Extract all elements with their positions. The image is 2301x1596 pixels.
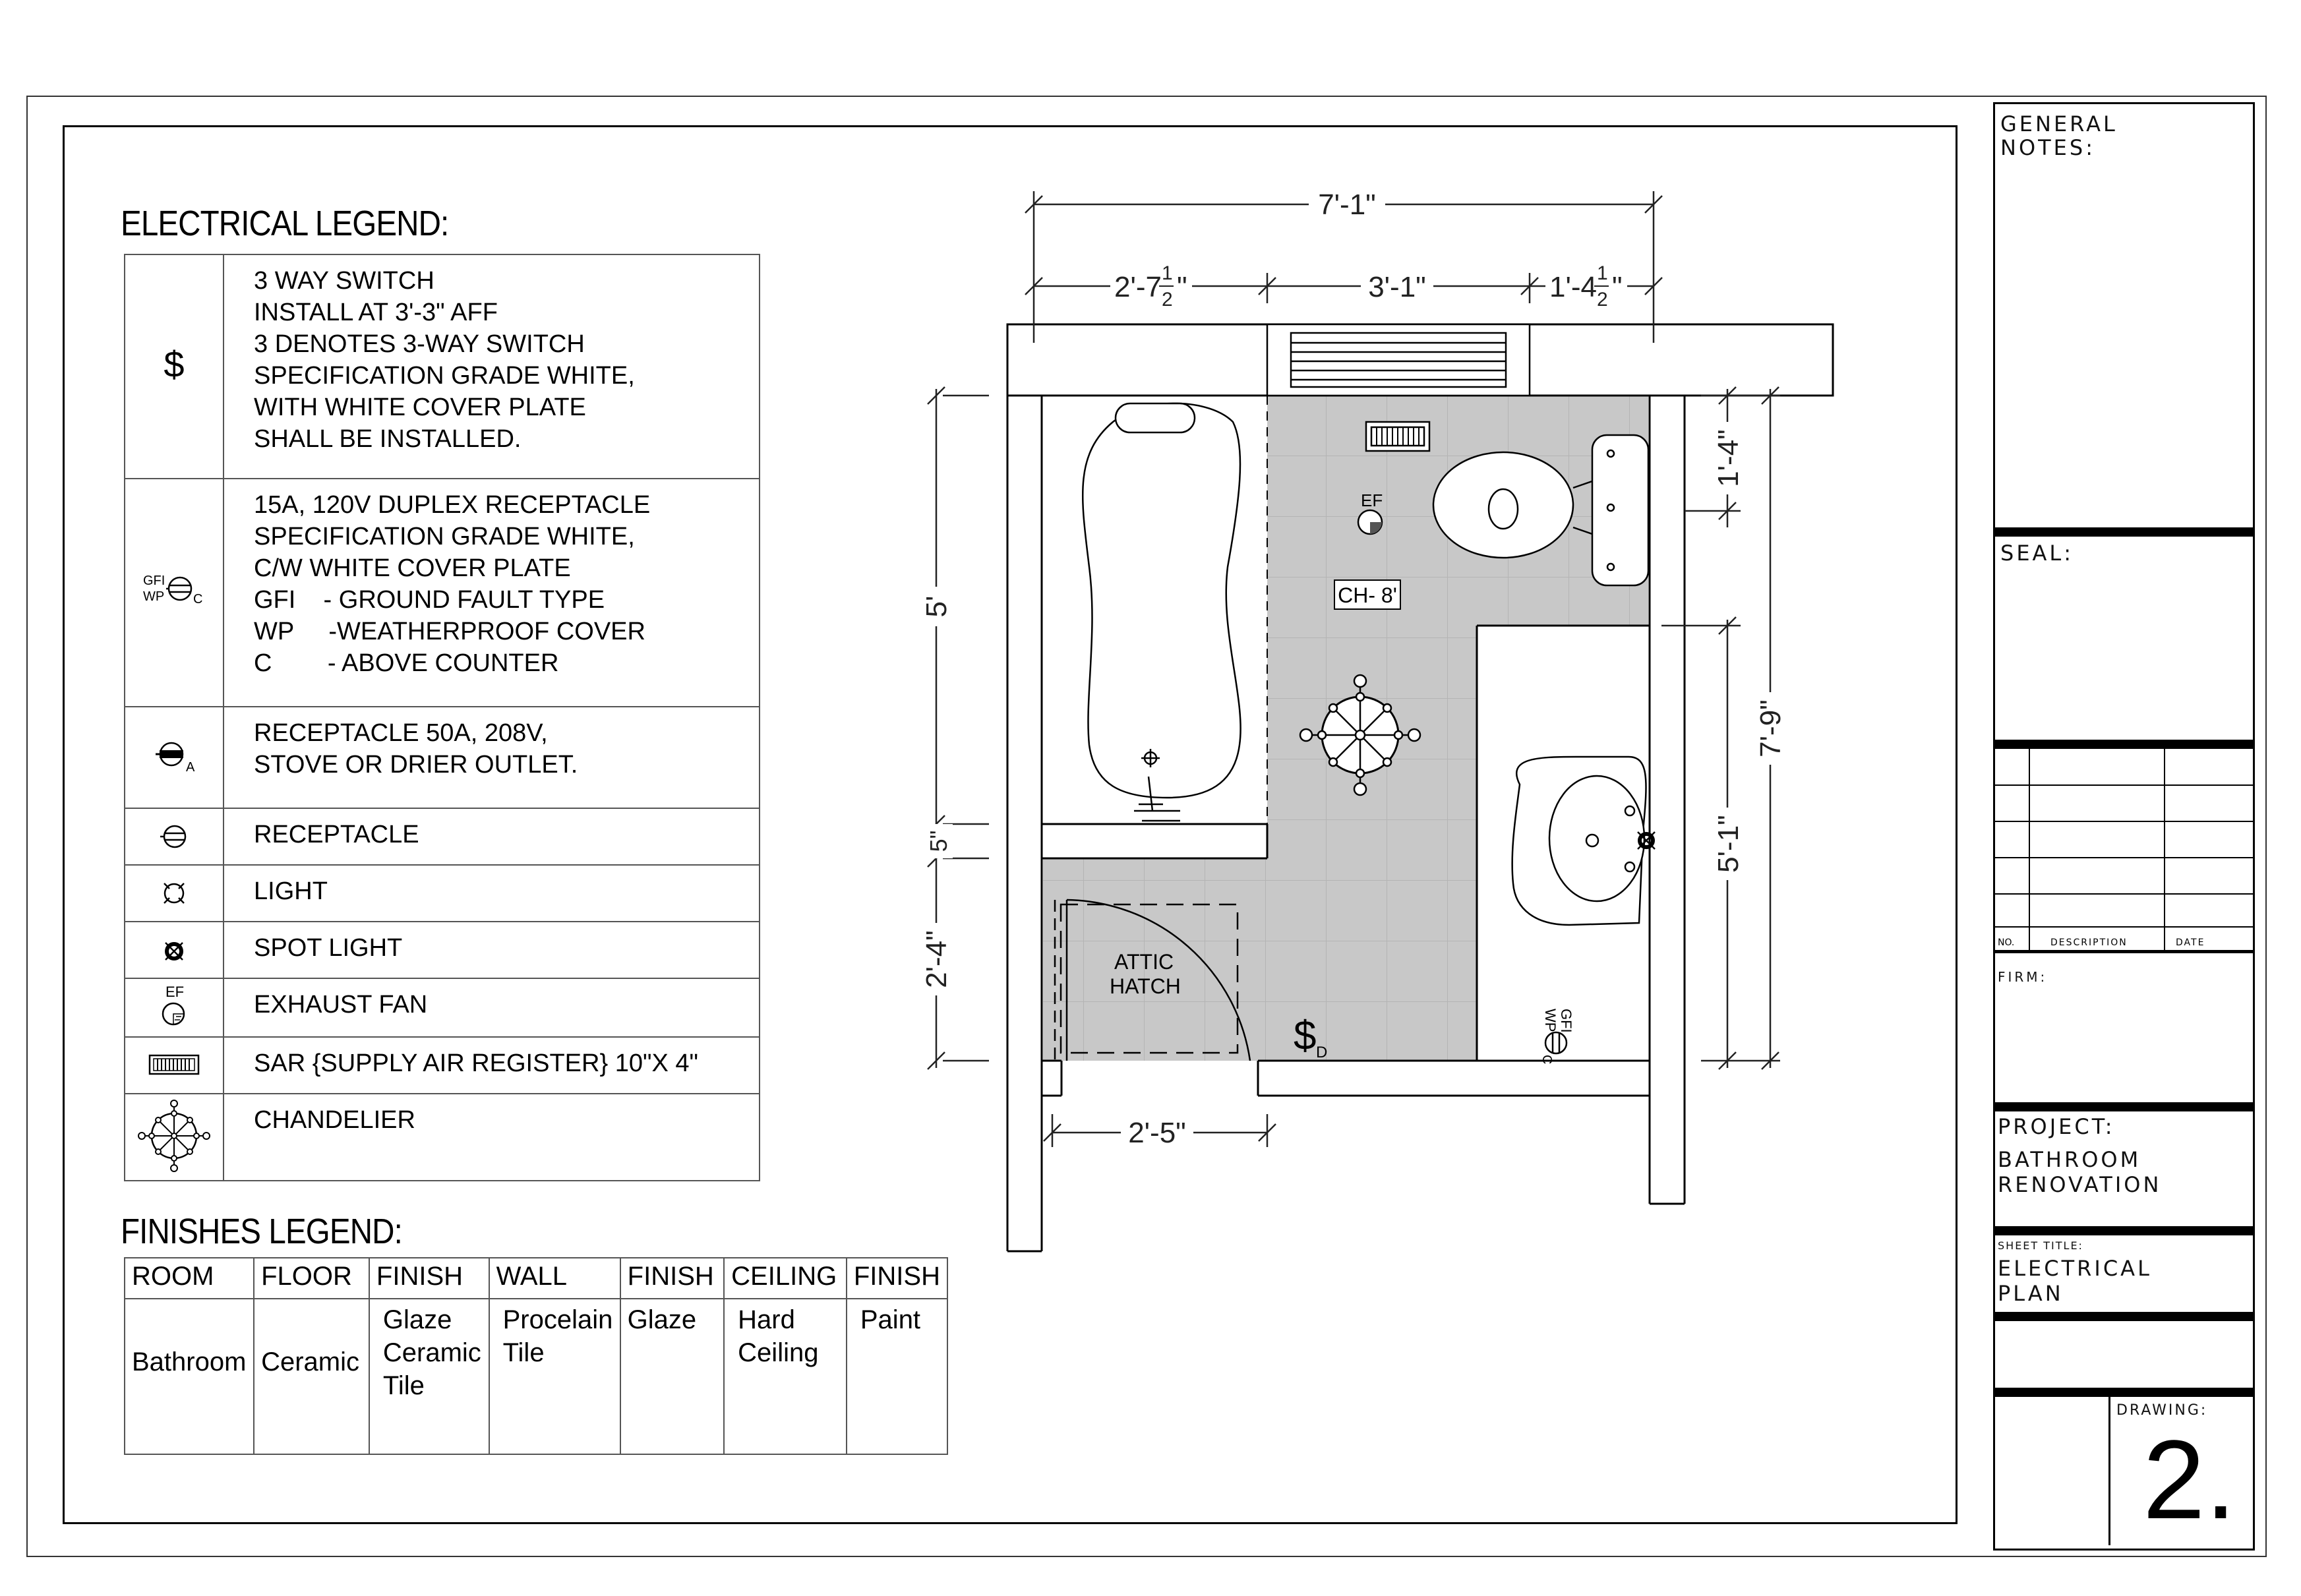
legend-text-duplex-receptacle: 15A, 120V DUPLEX RECEPTACLE SPECIFICATION GRADE WHITE, C/W WHITE COVER PLATE GFI - GROUND FAULT TYPE WP -WEATHERPROOF COVER C - ABOVE COUNTER xyxy=(224,479,760,707)
svg-text:C: C xyxy=(193,591,203,606)
electrical-legend-title: ELECTRICAL LEGEND: xyxy=(121,204,449,243)
title-block-divider xyxy=(1993,1388,2255,1397)
dim-right-7-9: 7'-9" xyxy=(1754,699,1787,757)
svg-text:EF: EF xyxy=(165,984,185,1000)
svg-text:2: 2 xyxy=(1597,289,1608,310)
finishes-cell: Ceramic xyxy=(254,1299,369,1454)
general-notes-label: GENERAL NOTES: xyxy=(2000,111,2118,160)
svg-text:1: 1 xyxy=(1597,262,1608,284)
spot-light-icon xyxy=(1638,832,1655,849)
finishes-header-cell: FINISH xyxy=(847,1258,947,1299)
supply-air-register-icon xyxy=(1366,422,1429,451)
ceiling-height-tag xyxy=(1334,580,1400,609)
finishes-header-cell: CEILING xyxy=(724,1258,847,1299)
finishes-cell: Bathroom xyxy=(125,1299,254,1454)
svg-text:$: $ xyxy=(1294,1013,1317,1059)
finishes-cell: Procelain Tile xyxy=(489,1299,620,1454)
svg-text:WP: WP xyxy=(143,589,165,604)
dim-right-segment: 1'-4 xyxy=(1549,271,1597,303)
firm-label: FIRM: xyxy=(1998,969,2048,985)
legend-text-three-way-switch: 3 WAY SWITCH INSTALL AT 3'-3" AFF 3 DENOTES 3-WAY SWITCH SPECIFICATION GRADE WHITE, WITH WHITE COVER PLATE SHALL BE INSTALLED. xyxy=(224,254,760,479)
finishes-cell: Glaze xyxy=(620,1299,725,1454)
svg-text:": " xyxy=(1177,271,1187,303)
bathtub xyxy=(1083,403,1240,821)
revision-table xyxy=(1993,749,2255,953)
svg-text:A: A xyxy=(186,759,195,775)
sink xyxy=(1512,757,1646,925)
revision-description-header: DESCRIPTION xyxy=(2050,937,2128,948)
dim-right-5-1: 5'-1" xyxy=(1712,815,1745,873)
svg-text:GFI: GFI xyxy=(143,573,165,588)
finishes-header-cell: FINISH xyxy=(369,1258,489,1299)
legend-text-light: LIGHT xyxy=(224,865,760,922)
drawing-number-divider xyxy=(2108,1397,2110,1545)
legend-text-receptacle: RECEPTACLE xyxy=(224,808,760,865)
svg-text:WP: WP xyxy=(1542,1009,1559,1032)
duplex-receptacle-icon xyxy=(1539,1009,1574,1064)
finishes-header-cell: FINISH xyxy=(620,1258,725,1299)
svg-text:D: D xyxy=(1316,1044,1328,1061)
svg-text:2: 2 xyxy=(1162,289,1173,310)
title-block-divider xyxy=(1993,527,2255,537)
dim-height-5ft: 5' xyxy=(920,595,953,618)
dim-right-1-4: 1'-4" xyxy=(1712,429,1745,487)
sheet-title-label: SHEET TITLE: xyxy=(1998,1239,2083,1252)
legend-text-stove-receptacle: RECEPTACLE 50A, 208V, STOVE OR DRIER OUTLET. xyxy=(224,707,760,808)
dim-door-width: 2'-5" xyxy=(1128,1117,1186,1149)
sheet-title: ELECTRICAL PLAN xyxy=(1998,1256,2152,1306)
finishes-legend-title: FINISHES LEGEND: xyxy=(121,1212,402,1251)
finishes-cell: Hard Ceiling xyxy=(724,1299,847,1454)
svg-text:CH- 8': CH- 8' xyxy=(1338,583,1397,607)
legend-text-chandelier: CHANDELIER xyxy=(224,1094,760,1181)
dim-overall-width: 7'-1" xyxy=(1318,189,1376,221)
svg-text:": " xyxy=(1612,271,1623,303)
window xyxy=(1267,324,1530,396)
svg-text:1: 1 xyxy=(1162,262,1173,284)
svg-text:$: $ xyxy=(164,343,185,385)
revision-date-header: DATE xyxy=(2176,937,2205,948)
drawing-number: 2. xyxy=(2143,1417,2236,1543)
title-block-divider xyxy=(1993,1312,2255,1321)
attic-hatch-label-1: ATTIC xyxy=(1114,950,1174,974)
attic-hatch-label-2: HATCH xyxy=(1110,974,1181,998)
title-block-divider xyxy=(1993,1102,2255,1111)
legend-text-supply-air-register: SAR {SUPPLY AIR REGISTER} 10"X 4" xyxy=(224,1037,760,1094)
svg-text:EF: EF xyxy=(1361,490,1383,510)
dim-middle-segment: 3'-1" xyxy=(1368,271,1426,303)
title-block-divider xyxy=(1993,740,2255,749)
project-name: BATHROOM RENOVATION xyxy=(1998,1147,2162,1197)
revision-no-header: NO. xyxy=(1998,937,2015,948)
finishes-header-cell: FLOOR xyxy=(254,1258,369,1299)
legend-text-spot-light: SPOT LIGHT xyxy=(224,922,760,978)
svg-text:GFI: GFI xyxy=(1558,1009,1574,1033)
seal-label: SEAL: xyxy=(2000,541,2074,566)
dim-left-segment: 2'-7 xyxy=(1114,271,1162,303)
title-block-divider xyxy=(1993,1226,2255,1235)
drawing-label: DRAWING: xyxy=(2116,1402,2208,1419)
finishes-cell: Paint xyxy=(847,1299,947,1454)
finishes-header-cell: ROOM xyxy=(125,1258,254,1299)
legend-text-exhaust-fan: EXHAUST FAN xyxy=(224,978,760,1037)
project-label: PROJECT: xyxy=(1998,1114,2115,1139)
svg-text:C: C xyxy=(1539,1055,1554,1065)
dim-height-5in: 5" xyxy=(925,830,952,852)
finishes-header-cell: WALL xyxy=(489,1258,620,1299)
finishes-cell: Glaze Ceramic Tile xyxy=(369,1299,489,1454)
dim-height-2-4: 2'-4" xyxy=(920,930,953,988)
